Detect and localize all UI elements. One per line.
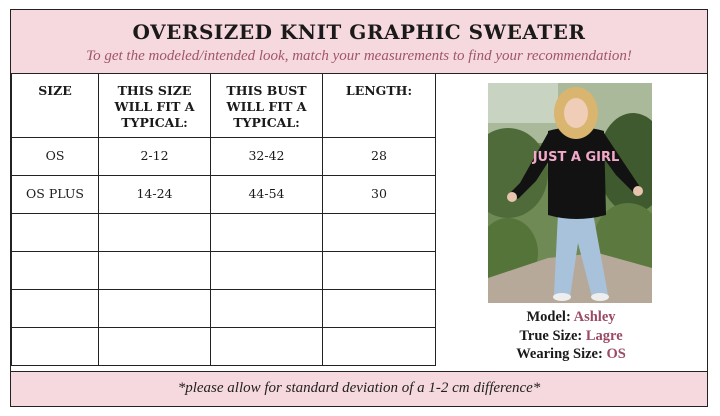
page-subtitle: To get the modeled/intended look, match your measurements to find your recommendation! xyxy=(86,48,632,64)
table-cell xyxy=(12,290,99,328)
model-info xyxy=(441,308,701,364)
table-row xyxy=(12,290,436,328)
table-cell: OS PLUS xyxy=(12,176,99,214)
table-cell xyxy=(12,328,99,366)
table-cell xyxy=(323,214,436,252)
table-cell: 44-54 xyxy=(211,176,323,214)
true-size-value: Lagre xyxy=(585,327,623,344)
size-table xyxy=(11,73,436,366)
table-cell xyxy=(211,290,323,328)
model-photo xyxy=(488,83,652,303)
table-cell: 32-42 xyxy=(211,138,323,176)
table-cell: 28 xyxy=(323,138,436,176)
sweater-graphic-text: JUST A GIRL xyxy=(532,150,620,165)
table-cell xyxy=(211,252,323,290)
table-row xyxy=(12,252,436,290)
model-label: Model: xyxy=(526,309,571,325)
table-cell xyxy=(99,290,211,328)
table-cell xyxy=(323,328,436,366)
model-name: Ashley xyxy=(573,309,616,325)
table-row xyxy=(12,176,436,214)
table-cell xyxy=(99,214,211,252)
table-row xyxy=(12,138,436,176)
table-cell xyxy=(211,214,323,252)
true-size-line xyxy=(441,327,701,346)
table-cell xyxy=(211,328,323,366)
size-chart-card xyxy=(10,9,708,407)
table-cell xyxy=(12,214,99,252)
table-cell xyxy=(99,252,211,290)
column-header: THIS BUST WILL FIT A TYPICAL: xyxy=(211,74,323,138)
wearing-size-line xyxy=(441,345,701,364)
wearing-size-label: Wearing Size: xyxy=(516,346,603,362)
footer-note: *please allow for standard deviation of a 1-2 cm difference* xyxy=(11,371,707,406)
column-header: SIZE xyxy=(12,74,99,138)
column-header: LENGTH: xyxy=(323,74,436,138)
table-cell: OS xyxy=(12,138,99,176)
table-header-row xyxy=(12,74,436,138)
table-cell: 30 xyxy=(323,176,436,214)
table-cell: 2-12 xyxy=(99,138,211,176)
column-header: THIS SIZE WILL FIT A TYPICAL: xyxy=(99,74,211,138)
page-title: OVERSIZED KNIT GRAPHIC SWEATER xyxy=(132,20,586,44)
table-cell xyxy=(99,328,211,366)
table-cell xyxy=(12,252,99,290)
table-row xyxy=(12,328,436,366)
true-size-label: True Size: xyxy=(519,327,583,344)
table-cell: 14-24 xyxy=(99,176,211,214)
table-cell xyxy=(323,290,436,328)
header-banner xyxy=(11,10,707,74)
table-cell xyxy=(323,252,436,290)
wearing-size-value: OS xyxy=(606,346,626,362)
table-row xyxy=(12,214,436,252)
model-line xyxy=(441,308,701,327)
